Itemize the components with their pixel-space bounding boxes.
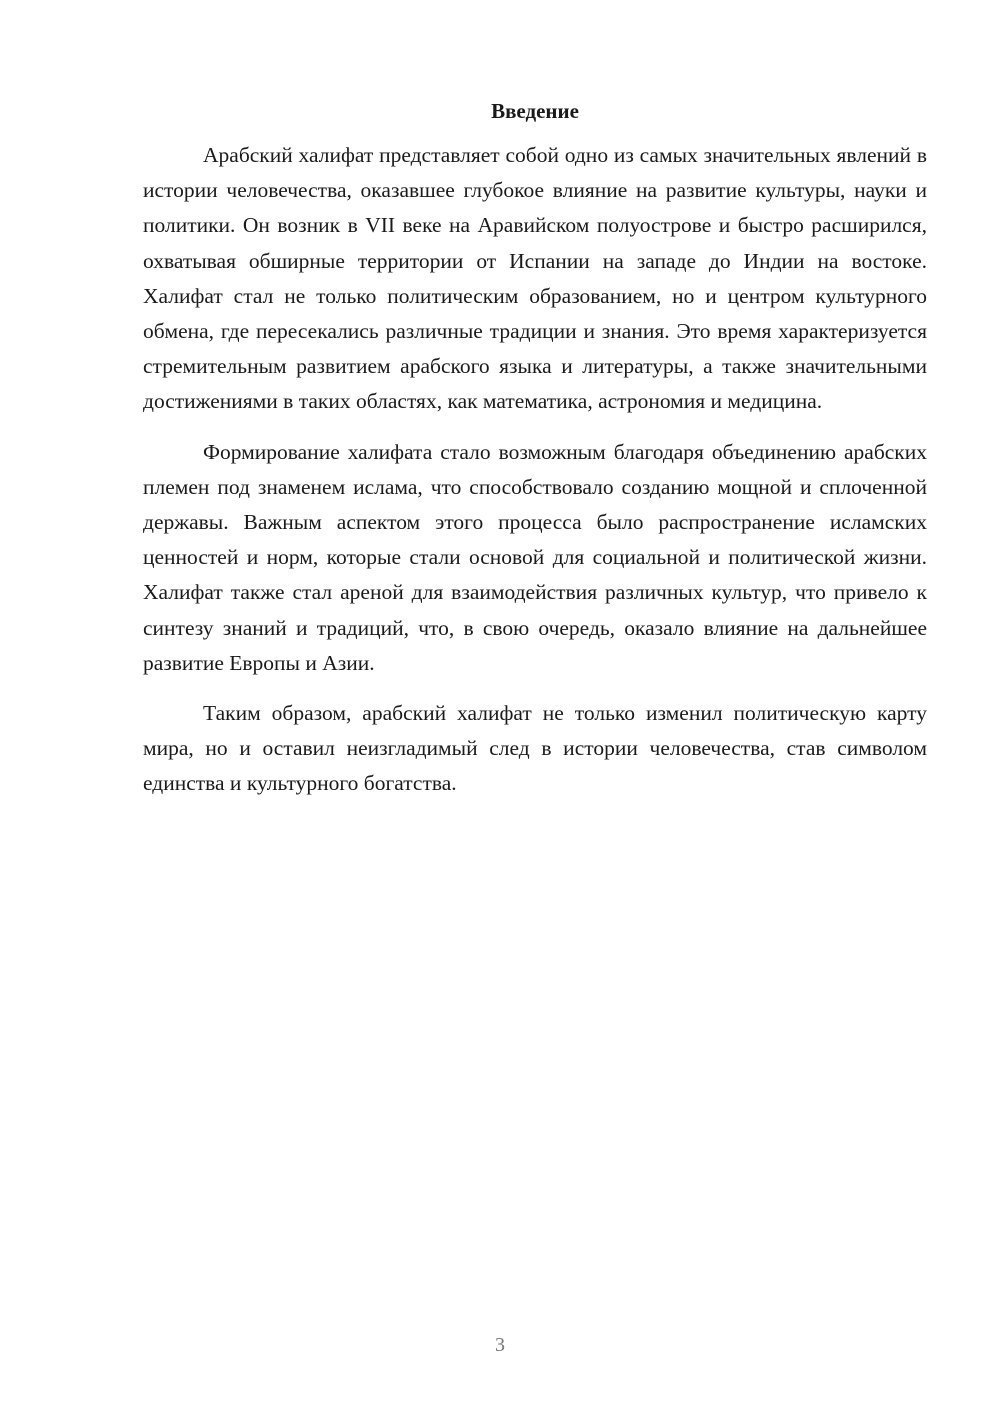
paragraph-3: Таким образом, арабский халифат не только изменил политическую карту мира, но и оставил неизгладимый след в истории человечества, став символом единства и культурного богатства. — [143, 701, 927, 796]
section-heading: Введение — [491, 99, 579, 123]
paragraph-1: Арабский халифат представляет собой одно из самых значительных явлений в истории человечества, оказавшее глубокое влияние на развитие культуры, науки и политики. Он возник в VII веке на Аравийском полуострове и быстро расширился, охватывая обширные территории от Испании на западе до Индии на востоке. Халифат стал не только политическим образованием, но и центром культурного обмена, где пересекались различные традиции и знания. Это время характеризуется стремительным развитием арабского языка и литературы, а также значительными достижениями в таких областях, как математика, астрономия и медицина. — [143, 143, 927, 414]
document-page — [143, 96, 927, 817]
paragraph-2: Формирование халифата стало возможным благодаря объединению арабских племен под знаменем ислама, что способствовало созданию мощной и сплоченной державы. Важным аспектом этого процесса было распространение исламских ценностей и норм, которые стали основой для социальной и политической жизни. Халифат также стал ареной для взаимодействия различных культур, что привело к синтезу знаний и традиций, что, в свою очередь, оказало влияние на дальнейшее развитие Европы и Азии. — [143, 439, 927, 675]
page-number: 3 — [495, 1334, 505, 1356]
